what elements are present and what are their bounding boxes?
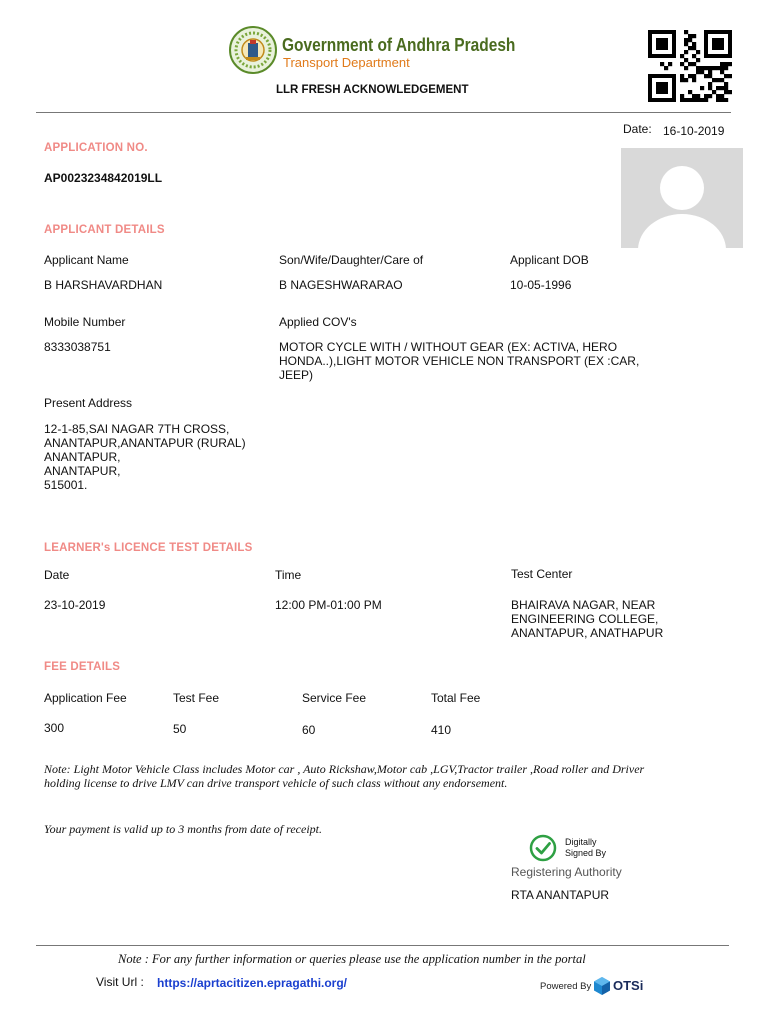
- portal-url-link[interactable]: https://aprtacitizen.epragathi.org/: [157, 976, 348, 990]
- footer-divider: [36, 945, 729, 946]
- application-heading: APPLICATION NO.: [44, 142, 148, 154]
- otsi-logo-icon: [593, 976, 611, 996]
- date-value: 16-10-2019: [663, 124, 725, 138]
- org-name: Government of Andhra Pradesh: [282, 35, 516, 55]
- test-fee-value: 50: [173, 722, 187, 736]
- cov-label: Applied COV's: [279, 315, 357, 329]
- cov-line: MOTOR CYCLE WITH / WITHOUT GEAR (EX: ACTIVA, HERO: [279, 340, 618, 354]
- total-fee-label: Total Fee: [431, 691, 481, 705]
- mobile-label: Mobile Number: [44, 315, 126, 329]
- application-fee-label: Application Fee: [44, 691, 127, 705]
- otsi-brand: OTSi: [613, 978, 644, 993]
- service-fee-label: Service Fee: [302, 691, 367, 705]
- signed-by-text: Signed By: [565, 848, 607, 858]
- lmv-note-line: holding license to drive LMV can drive transport vehicle of such class without any endorsement.: [44, 776, 508, 790]
- dob-value: 10-05-1996: [510, 278, 572, 292]
- test-date-label: Date: [44, 568, 70, 582]
- test-center-line: ENGINEERING COLLEGE,: [511, 612, 659, 626]
- registering-authority-label: Registering Authority: [511, 865, 622, 879]
- document-title: LLR FRESH ACKNOWLEDGEMENT: [276, 84, 469, 96]
- test-center-label: Test Center: [511, 567, 573, 581]
- address-line: ANANTAPUR,: [44, 464, 121, 478]
- lmv-note: [44, 762, 734, 790]
- applicant-details-heading: APPLICANT DETAILS: [44, 224, 165, 236]
- test-details-heading: LEARNER's LICENCE TEST DETAILS: [44, 542, 253, 554]
- digital-signature-text: [565, 837, 606, 859]
- registering-authority-value: RTA ANANTAPUR: [511, 888, 610, 902]
- state-emblem-logo: [229, 26, 277, 74]
- cov-line: JEEP): [279, 368, 314, 382]
- relation-label: Son/Wife/Daughter/Care of: [279, 253, 424, 267]
- fee-details-heading: FEE DETAILS: [44, 661, 121, 673]
- service-fee-value: 60: [302, 723, 316, 737]
- visit-url-label: Visit Url :: [96, 975, 144, 989]
- test-date-value: 23-10-2019: [44, 598, 106, 612]
- application-number: AP0023234842019LL: [44, 171, 163, 185]
- applicant-name: B HARSHAVARDHAN: [44, 278, 163, 292]
- applicant-photo-placeholder: [621, 148, 743, 248]
- applicant-name-label: Applicant Name: [44, 253, 129, 267]
- address-line: 515001.: [44, 478, 88, 492]
- test-time-label: Time: [275, 568, 302, 582]
- address-label: Present Address: [44, 396, 133, 410]
- payment-validity-note: Your payment is valid up to 3 months from date of receipt.: [44, 822, 322, 836]
- lmv-note-line: Note: Light Motor Vehicle Class includes Motor car , Auto Rickshaw,Motor cab ,LGV,Tractor trailer ,Road roller and Driver: [44, 762, 645, 776]
- digital-signature-check-icon: [529, 834, 557, 862]
- address-line: ANANTAPUR,: [44, 450, 121, 464]
- date-label: Date:: [623, 122, 652, 136]
- address-line: ANANTAPUR,ANANTAPUR (RURAL): [44, 436, 246, 450]
- cov-line: HONDA..),LIGHT MOTOR VEHICLE NON TRANSPORT (EX :CAR,: [279, 354, 640, 368]
- application-fee-value: 300: [44, 721, 65, 735]
- test-center-value: [511, 598, 663, 640]
- test-center-line: BHAIRAVA NAGAR, NEAR: [511, 598, 656, 612]
- header-divider: [36, 112, 731, 113]
- cov-value: [279, 340, 699, 382]
- dob-label: Applicant DOB: [510, 253, 589, 267]
- total-fee-value: 410: [431, 723, 452, 737]
- mobile-value: 8333038751: [44, 340, 111, 354]
- address-value: [44, 422, 246, 492]
- dept-name: Transport Department: [283, 55, 410, 70]
- test-time-value: 12:00 PM-01:00 PM: [275, 598, 382, 612]
- footer-note: Note : For any further information or queries please use the application number in the portal: [118, 952, 586, 966]
- relation-name: B NAGESHWARARAO: [279, 278, 403, 292]
- test-center-line: ANANTAPUR, ANATHAPUR: [511, 626, 664, 640]
- qr-code: [648, 30, 732, 102]
- powered-by-label: Powered By: [540, 981, 592, 992]
- address-line: 12-1-85,SAI NAGAR 7TH CROSS,: [44, 422, 230, 436]
- digitally-text: Digitally: [565, 837, 597, 847]
- test-fee-label: Test Fee: [173, 691, 220, 705]
